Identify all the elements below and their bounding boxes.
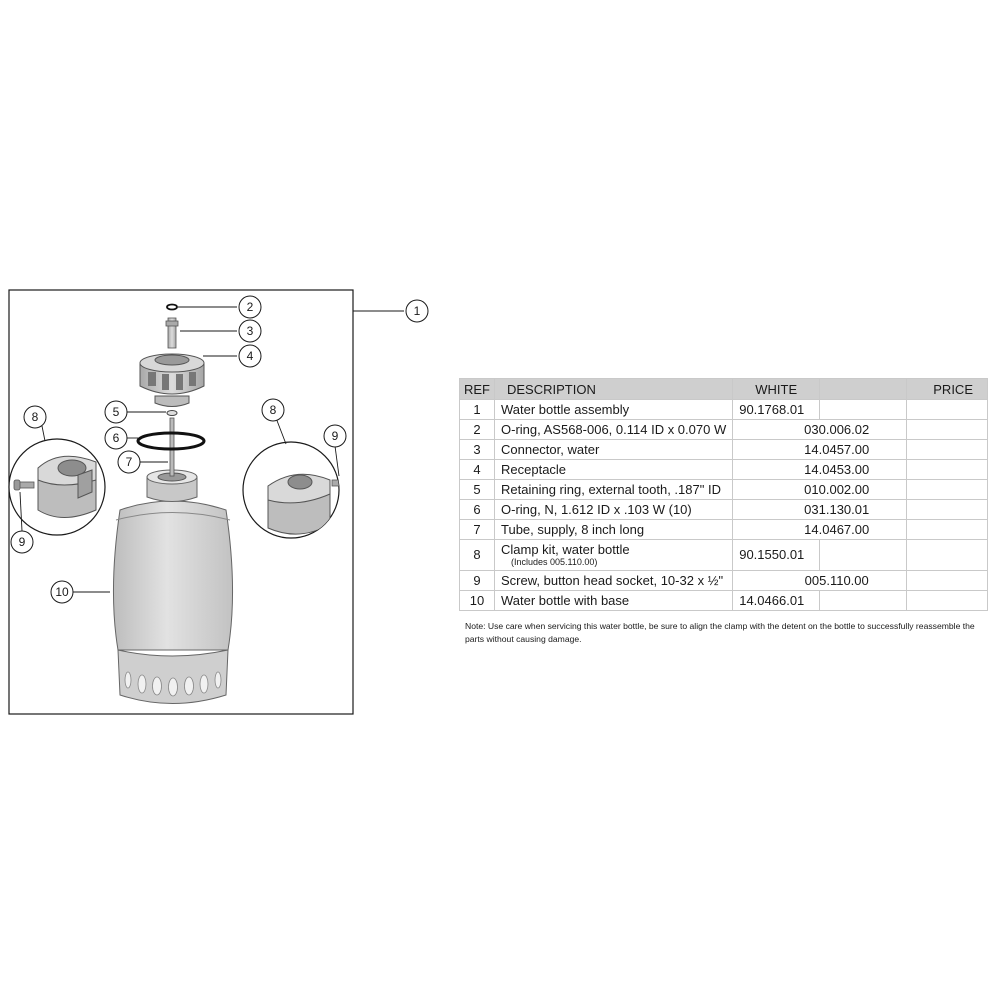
row-description	[495, 500, 733, 520]
table-row	[460, 440, 988, 460]
table-row	[460, 400, 988, 420]
row-part-number: 14.0453.00	[733, 460, 907, 480]
row-description-text: Clamp kit, water bottle	[501, 541, 630, 557]
row-description-text: Water bottle with base	[501, 593, 630, 608]
row-description-text: Screw, button head socket, 10-32 x ½"	[501, 573, 724, 588]
row-blank-cell	[820, 400, 907, 420]
callout-4: 4	[246, 349, 254, 363]
table-row	[460, 480, 988, 500]
service-note: Note: Use care when servicing this water bottle, be sure to align the clamp with the detent on the bottle to successfully reassemble the parts without causing damage.	[465, 621, 975, 644]
table-row	[460, 460, 988, 480]
table-row	[460, 520, 988, 540]
row-description	[495, 520, 733, 540]
row-part-number: 030.006.02	[733, 420, 907, 440]
row-part-number: 14.0467.00	[733, 520, 907, 540]
row-description	[495, 591, 733, 611]
row-ref: 9	[460, 571, 495, 591]
row-blank-cell	[820, 591, 907, 611]
table-row	[460, 571, 988, 591]
receptacle	[140, 354, 204, 407]
row-part-number: 010.002.00	[733, 480, 907, 500]
row-description	[495, 480, 733, 500]
left-clamp-detail	[9, 439, 105, 535]
callout-2: 2	[246, 300, 254, 314]
row-price	[907, 460, 988, 480]
callout-8-right: 8	[269, 403, 277, 417]
callout-1: 1	[413, 304, 421, 318]
table-row	[460, 540, 988, 571]
row-ref: 3	[460, 440, 495, 460]
header-description: DESCRIPTION	[495, 379, 733, 400]
parts-table-body	[460, 400, 988, 611]
water-bottle	[113, 470, 232, 704]
callout-6: 6	[112, 431, 120, 445]
row-price	[907, 571, 988, 591]
row-ref: 10	[460, 591, 495, 611]
row-part-number: 90.1768.01	[733, 400, 820, 420]
row-ref: 8	[460, 540, 495, 571]
row-price	[907, 520, 988, 540]
row-part-number: 90.1550.01	[733, 540, 820, 571]
callout-3: 3	[246, 324, 254, 338]
row-part-number: 14.0466.01	[733, 591, 820, 611]
supply-tube	[170, 418, 174, 476]
row-description-text: Water bottle assembly	[501, 402, 630, 417]
row-part-number: 005.110.00	[733, 571, 907, 591]
row-description	[495, 440, 733, 460]
header-ref: REF	[460, 379, 495, 400]
callout-5: 5	[112, 405, 120, 419]
header-price: PRICE	[907, 379, 988, 400]
row-description-text: Connector, water	[501, 442, 600, 457]
row-description-text: Tube, supply, 8 inch long	[501, 522, 645, 537]
callout-10: 10	[55, 585, 69, 599]
small-o-ring	[167, 305, 177, 310]
row-description	[495, 400, 733, 420]
row-price	[907, 540, 988, 571]
water-connector	[166, 318, 178, 348]
row-price	[907, 440, 988, 460]
row-price	[907, 591, 988, 611]
row-ref: 1	[460, 400, 495, 420]
row-ref: 7	[460, 520, 495, 540]
row-description	[495, 571, 733, 591]
row-description	[495, 420, 733, 440]
row-description-text: O-ring, N, 1.612 ID x .103 W (10)	[501, 502, 692, 517]
row-blank-cell	[820, 540, 907, 571]
table-row	[460, 591, 988, 611]
row-description	[495, 460, 733, 480]
row-price	[907, 480, 988, 500]
row-description-subnote: (Includes 005.110.00)	[511, 556, 598, 567]
callout-8-left: 8	[31, 410, 39, 424]
row-ref: 4	[460, 460, 495, 480]
header-white: WHITE	[733, 379, 820, 400]
row-price	[907, 400, 988, 420]
row-price	[907, 500, 988, 520]
row-part-number: 031.130.01	[733, 500, 907, 520]
row-price	[907, 420, 988, 440]
row-description-text: Receptacle	[501, 462, 567, 477]
row-ref: 6	[460, 500, 495, 520]
row-ref: 5	[460, 480, 495, 500]
callout-7: 7	[125, 455, 133, 469]
row-description-text: Retaining ring, external tooth, .187" ID	[501, 482, 721, 497]
row-ref: 2	[460, 420, 495, 440]
row-part-number: 14.0457.00	[733, 440, 907, 460]
table-row	[460, 420, 988, 440]
table-header-row	[460, 379, 988, 400]
right-clamp-detail	[243, 442, 346, 538]
row-description-text: O-ring, AS568-006, 0.114 ID x 0.070 W	[501, 422, 727, 437]
header-blank	[820, 379, 907, 400]
retaining-ring	[167, 411, 177, 416]
table-row	[460, 500, 988, 520]
callout-9-left: 9	[18, 535, 26, 549]
parts-table	[459, 378, 988, 611]
row-description	[495, 540, 733, 571]
callout-9-right: 9	[331, 429, 339, 443]
